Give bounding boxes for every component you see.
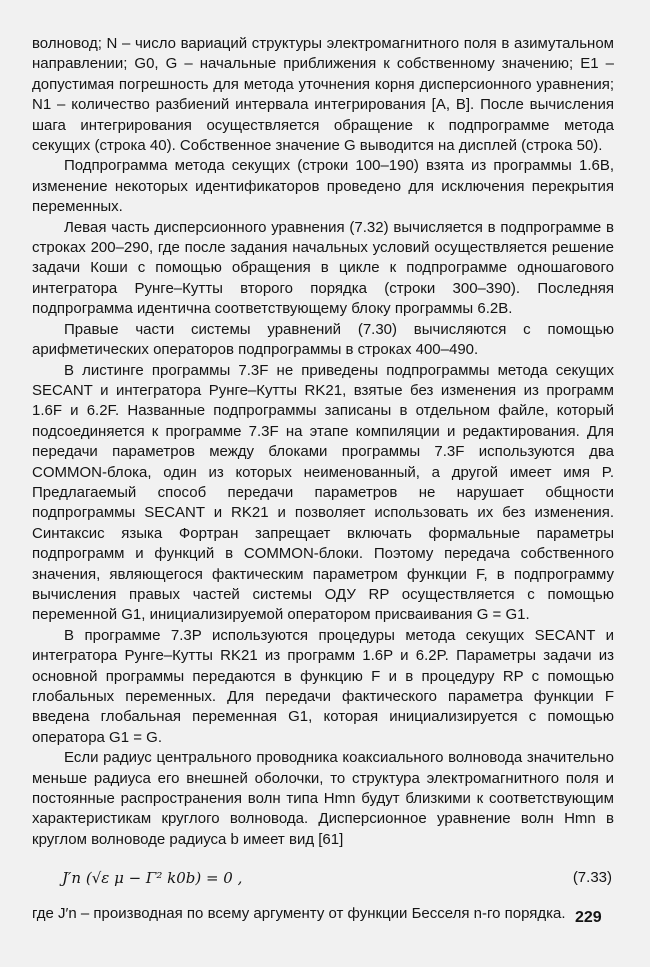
page-number: 229	[575, 909, 602, 926]
paragraph-secant-subroutine: Подпрограмма метода секущих (строки 100–190) взята из программы 1.6В, изменение некоторых идентификаторов проведено для исключения перекрытия переменных.	[32, 157, 614, 216]
paragraph-pascal-program: В программе 7.3P используются процедуры метода секущих SECANT и интегратора Рунге–Кутты RK21 из программ 1.6P и 6.2P. Параметры задачи из основной программы передаются в функцию F и в процедуру RP с помощью глобальных переменных. Для передачи фактического параметра функции F введена глобальная переменная G1, которая инициализируется с помощью оператора G1 = G.	[32, 626, 614, 746]
equation-expression: J′n (√ε μ − Γ² k0b) = 0 ,	[62, 869, 243, 888]
page-text	[32, 34, 614, 925]
paragraph-circular-waveguide: Если радиус центрального проводника коаксиального волновода значительно меньше радиуса его внешней оболочки, то структура электромагнитного поля и постоянные распространения волн типа Hmn будут близкими к соответствующим характеристикам круглого волновода. Дисперсионное уравнение волн Hmn в круглом волноводе радиуса b имеет вид [61]	[32, 749, 614, 848]
paragraph-fortran-listing: В листинге программы 7.3F не приведены подпрограммы метода секущих SECANT и интегратора Рунге–Кутты RK21, взятые без изменения из программ 1.6F и 6.2F. Названные подпрограммы записаны в отдельном файле, который подсоединяется к программе 7.3F на этапе компиляции и редактирования. Для передачи параметров между блоками программы 7.3F используются два COMMON-блока, один из которых неименованный, а другой имеет имя P. Предлагаемый способ передачи параметров не нарушает общности подпрограммы SECANT и RK21 и позволяет использовать их без изменения. Синтаксис языка Фортран запрещает включать формальные параметры подпрограмм и функций в COMMON-блоки. Поэтому передача собственного значения, являющегося фактическим параметром функции F, в подпрограмму вычисления правых частей системы ОДУ RP осуществляется с помощью переменной G1, инициализируемой оператором присваивания G = G1.	[32, 361, 614, 624]
paragraph-bessel-derivative: где J′n – производная по всему аргументу от функции Бесселя n-го порядка.	[32, 905, 566, 923]
equation-7-33	[32, 856, 614, 902]
equation-number: (7.33)	[572, 869, 612, 887]
paragraph-right-parts: Правые части системы уравнений (7.30) вычисляются с помощью арифметических операторов подпрограммы в строках 400–490.	[32, 320, 614, 359]
paragraph-variables: волновод; N – число вариаций структуры электромагнитного поля в азимутальном направлении; G0, G – начальные приближения к собственному значению; E1 – допустимая погрешность для метода уточнения корня дисперсионного уравнения; N1 – количество разбиений интервала интегрирования [A, B]. После вычисления шага интегрирования осуществляется обращение к подпрограмме метода секущих (строка 40). Собственное значение G выводится на дисплей (строка 50).	[32, 35, 614, 155]
paragraph-dispersion-left: Левая часть дисперсионного уравнения (7.32) вычисляется в подпрограмме в строках 200–290, где после задания начальных условий осуществляется решение задачи Коши с помощью обращения в цикле к подпрограмме одношагового интегратора Рунге–Кутты второго порядка (строки 300–390). Последняя подпрограмма идентична соответствующему блоку программы 6.2В.	[32, 218, 614, 318]
